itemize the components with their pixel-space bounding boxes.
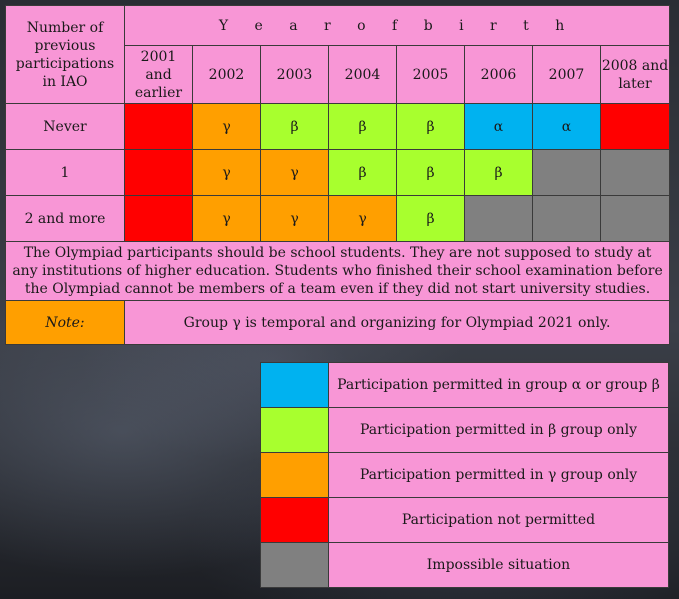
grid-cell: β — [397, 104, 465, 150]
note-text: Group γ is temporal and organizing for Olympiad 2021 only. — [125, 301, 670, 345]
grid-cell: γ — [193, 196, 261, 242]
legend-row — [261, 498, 669, 543]
row-label: Never — [6, 104, 125, 150]
grid-cell: β — [397, 150, 465, 196]
grid-cell — [533, 196, 601, 242]
legend-text: Participation permitted in group α or group β — [329, 363, 669, 408]
row-label: 2 and more — [6, 196, 125, 242]
table-row — [6, 196, 670, 242]
legend-row — [261, 453, 669, 498]
year-header: 2003 — [261, 46, 329, 104]
legend-swatch-alpha-beta — [261, 363, 329, 408]
eligibility-table — [5, 5, 670, 345]
legend-text: Participation not permitted — [329, 498, 669, 543]
grid-cell — [465, 196, 533, 242]
grid-cell: β — [465, 150, 533, 196]
grid-cell: γ — [193, 150, 261, 196]
year-header: 2001 and earlier — [125, 46, 193, 104]
year-of-birth-header: Y e a r o f b i r t h — [125, 6, 670, 46]
legend-swatch-impossible — [261, 543, 329, 588]
grid-cell — [533, 150, 601, 196]
grid-cell: β — [329, 104, 397, 150]
legend-swatch-beta — [261, 408, 329, 453]
grid-cell: β — [397, 196, 465, 242]
legend-swatch-gamma — [261, 453, 329, 498]
row-label: 1 — [6, 150, 125, 196]
legend-row — [261, 363, 669, 408]
legend-swatch-not-permitted — [261, 498, 329, 543]
legend-text: Participation permitted in β group only — [329, 408, 669, 453]
year-header: 2004 — [329, 46, 397, 104]
table-row — [6, 150, 670, 196]
grid-cell — [125, 150, 193, 196]
grid-cell: α — [533, 104, 601, 150]
legend-row — [261, 408, 669, 453]
grid-cell — [601, 150, 670, 196]
grid-cell — [601, 104, 670, 150]
grid-cell: β — [329, 150, 397, 196]
year-header: 2007 — [533, 46, 601, 104]
year-header: 2008 and later — [601, 46, 670, 104]
legend-table — [260, 362, 669, 588]
year-header: 2005 — [397, 46, 465, 104]
table-row — [6, 104, 670, 150]
legend-row — [261, 543, 669, 588]
year-header: 2002 — [193, 46, 261, 104]
grid-cell: γ — [193, 104, 261, 150]
grid-cell — [601, 196, 670, 242]
grid-cell: γ — [329, 196, 397, 242]
grid-cell: β — [261, 104, 329, 150]
eligibility-rule-text: The Olympiad participants should be school students. They are not supposed to study at any institutions of higher education. Students who finished their school examination before the Olympiad cannot be members of a team even if they did not start university studies. — [6, 242, 670, 301]
grid-cell — [125, 104, 193, 150]
grid-cell: γ — [261, 196, 329, 242]
row-label-header: Number of previous participations in IAO — [6, 6, 125, 104]
note-label: Note: — [6, 301, 125, 345]
grid-cell — [125, 196, 193, 242]
legend-text: Impossible situation — [329, 543, 669, 588]
year-header: 2006 — [465, 46, 533, 104]
legend-text: Participation permitted in γ group only — [329, 453, 669, 498]
grid-cell: α — [465, 104, 533, 150]
grid-cell: γ — [261, 150, 329, 196]
